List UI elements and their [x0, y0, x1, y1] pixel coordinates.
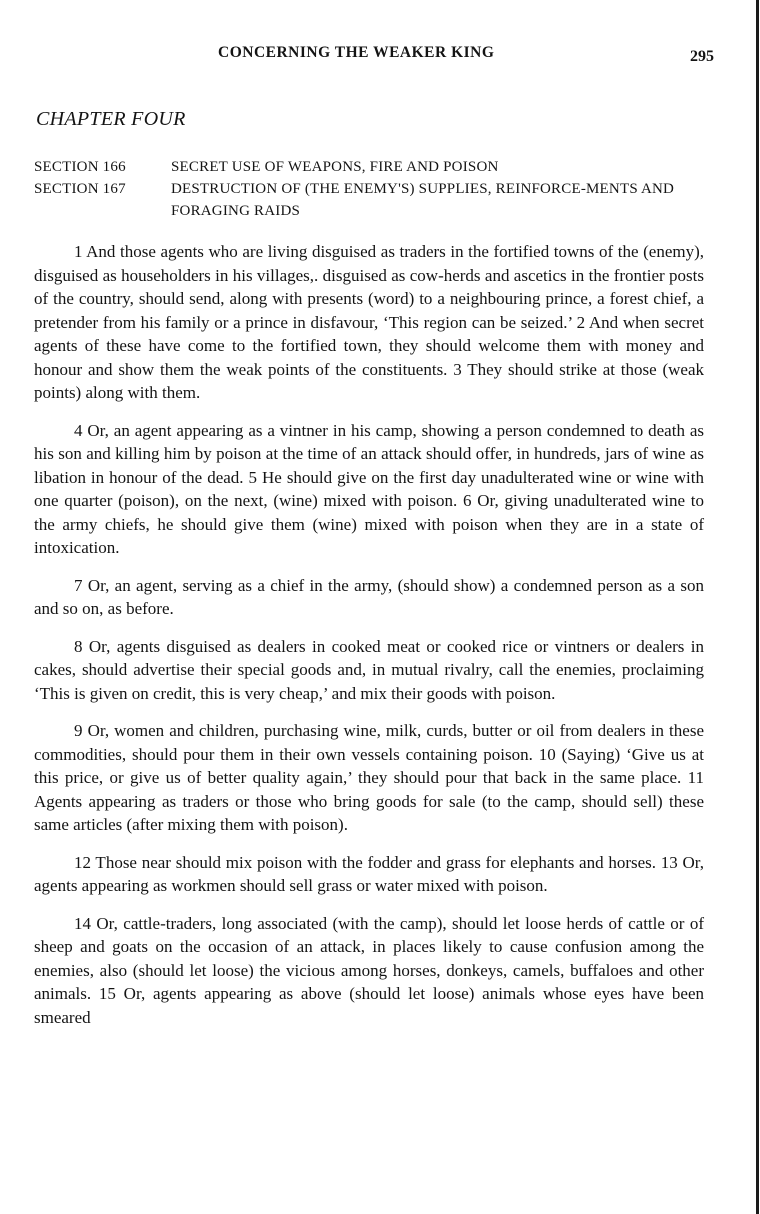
- paragraph: 9 Or, women and children, purchasing wine, milk, curds, butter or oil from dealers in these commodities, should pour them in their own vessels containing poison. 10 (Saying) ‘Give us at this price, or give us of better quality again,’ they should pour that back in the same place. 11 Agents appearing as traders or those who bring goods for sale (to the camp, should sell) these same articles (after mixing them with poison).: [34, 721, 704, 834]
- paragraph: 14 Or, cattle-traders, long associated (with the camp), should let loose herds of cattle or of sheep and goats on the occasion of an attack, in places likely to cause confusion among the enemies, also (should let loose) the vicious among horses, donkeys, camels, buffaloes and other animals. 15 Or, agents appearing as above (should let loose) animals whose eyes have been smeared: [34, 913, 704, 1027]
- paragraph: 1 And those agents who are living disguised as traders in the fortified towns of the (enemy), disguised as householders in his villages,. disguised as cow-herds and ascetics in the frontier posts of the country, should send, along with presents (word) to a neighbouring prince, a forest chief, a pretender from his family or a prince in disfavour, ‘This region can be seized.’ 2 And when secret agents of these have come to the fortified town, they should welcome them with money and honour and show them the weak points of the constituents. 3 They should strike at those (weak points) along with them.: [34, 242, 704, 402]
- section-title: SECRET USE OF WEAPONS, FIRE AND POISON: [171, 159, 499, 175]
- section-number: SECTION 167: [34, 181, 126, 197]
- section-heading: [34, 178, 724, 222]
- page-number: 295: [690, 48, 714, 65]
- paragraph: 12 Those near should mix poison with the fodder and grass for elephants and horses. 13 Or, agents appearing as workmen should sell grass or water mixed with poison.: [34, 852, 704, 895]
- paragraph: 8 Or, agents disguised as dealers in cooked meat or cooked rice or vintners or dealers in cakes, should advertise their special goods and, in mutual rivalry, call the enemies, proclaiming ‘This is given on credit, this is very cheap,’ and mix their goods with poison.: [34, 636, 704, 703]
- running-head: CONCERNING THE WEAKER KING: [218, 44, 495, 61]
- body-text: [34, 240, 704, 1029]
- section-number: SECTION 166: [34, 159, 126, 175]
- scan-edge-line: [756, 0, 759, 1214]
- section-headings: [34, 156, 724, 222]
- section-title: DESTRUCTION OF (THE ENEMY'S) SUPPLIES, REINFORCE-MENTS AND FORAGING RAIDS: [171, 181, 675, 219]
- paragraph: 7 Or, an agent, serving as a chief in the army, (should show) a condemned person as a son and so on, as before.: [34, 575, 704, 618]
- section-heading: [34, 156, 724, 178]
- page-header: [0, 36, 760, 66]
- paragraph: 4 Or, an agent appearing as a vintner in his camp, showing a person condemned to death as his son and killing him by poison at the time of an attack should offer, in hundreds, jars of wine as libation in honour of the dead. 5 He should give on the first day unadulterated wine or wine with one quarter (poison), on the next, (wine) mixed with poison. 6 Or, giving unadulterated wine to the army chiefs, he should give them (wine) mixed with poison when they are in a state of intoxication.: [34, 420, 704, 557]
- chapter-title: CHAPTER FOUR: [36, 108, 186, 130]
